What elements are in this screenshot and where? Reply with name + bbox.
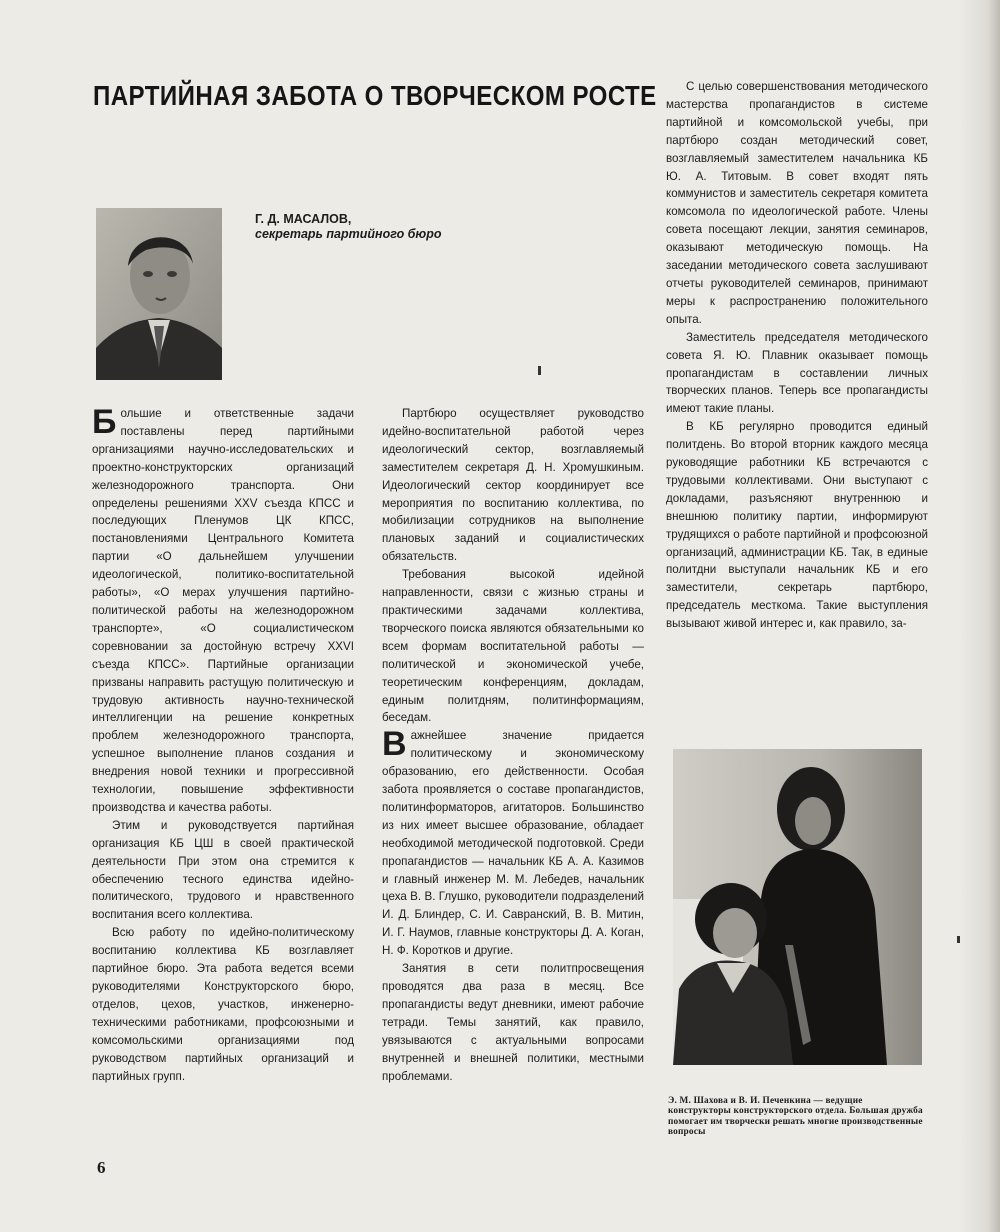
- page-number: 6: [97, 1158, 106, 1177]
- print-mark: [538, 366, 541, 375]
- paragraph-text: ажнейшее значение придается политическому и экономическому образованию, его действенности. Особая забота проявляется о составе пропагандистов, политинформаторов, агитаторов. Большинство из них имеет высшее образование, обладает необходимой методической подготовкой. Среди пропагандистов — начальник КБ А. А. Казимов и главный инженер М. М. Лебедев, начальник цеха В. В. Глушко, руководители подразделений И. Д. Блиндер, С. И. Савранский, В. В. Митин, И. Г. Наумов, главные конструкторы Д. А. Коган, Н. Ф. Коротков и другие.: [382, 729, 644, 958]
- author-byline: [255, 212, 515, 242]
- paragraph: Всю работу по идейно-политическому воспитанию коллектива КБ возглавляет партийное бюро. Эта работа ведется всеми руководителями Конструкторского бюро, отделов, цехов, участков, инженерно-техническими работниками, профсоюзными и комсомольскими организациями под руководством партийных организаций и партийных групп.: [92, 926, 354, 1083]
- paragraph: Занятия в сети политпросвещения проводятся два раза в месяц. Все пропагандисты ведут дневники, имеют рабочие тетради. Темы занятий, как правило, увязываются с актуальными вопросами внутренней и внешней политики, местными проблемами.: [382, 962, 644, 1083]
- paragraph: [382, 727, 644, 960]
- paragraph: Требования высокой идейной направленности, связи с жизнью страны и практическими задачами коллектива, творческого поиска являются обязательными ко всем формам воспитательной работы — политической и экономической учебе, теоретическим конференциям, докладам, единым политдням, политинформациям, беседам.: [382, 568, 644, 725]
- photo-caption: Э. М. Шахова и В. И. Печенкина — ведущие конструкторы конструкторского отдела. Большая дружба помогает им творчески решать многие производственные вопросы: [668, 1096, 923, 1137]
- text-column-1: [92, 405, 354, 1085]
- paragraph: Этим и руководствуется партийная организация КБ ЦШ в своей практической деятельности При этом она стремится к обеспечению тесного единства идейно-политического, трудового и нравственного воспитания всего коллектива.: [92, 818, 354, 922]
- engineers-photo: [673, 749, 922, 1065]
- paragraph-text: ольшие и ответственные задачи поставлены перед партийными организациями научно-исследовательских и проектно-конструкторских организаций железнодорожного транспорта. Они определены решениями XXV съезда КПСС и последующих Пленумов ЦК КПСС, постановлениями Центрального Комитета партии «О дальнейшем улучшении идеологической, политико-воспитательной работы», «О мерах улучшения партийно-политической работы на железнодорожном транспорте», «О социалистическом соревновании за достойную встречу XXVI съезда КПСС». Партийные организации призваны направить растущую политическую и трудовую активность научно-технической интеллигенции на решение конкретных проблем железнодорожного транспорта, успешное выполнение планов создания и внедрения новой техники и прогрессивной технологии, повышение эффективности производства и качества работы.: [92, 407, 354, 814]
- author-name: Г. Д. МАСАЛОВ,: [255, 212, 352, 226]
- text-column-2: [382, 405, 644, 1085]
- drop-cap: В: [382, 725, 407, 764]
- text-column-3: [666, 78, 928, 633]
- paragraph: С целью совершенствования методического мастерства пропагандистов в системе партийной и комсомольской учебы, при партбюро создан методический совет, возглавляемый заместителем начальника КБ Ю. А. Титовым. В совет входят пять коммунистов и заместитель секретаря комитета комсомола по идеологической работе. Члены совета посещают лекции, занятия семинаров, оказывают методическую помощь. На заседании методического совета заслушивают отчеты руководителей семинаров, принимают меры к распространению положительного опыта.: [666, 80, 928, 326]
- print-mark: [957, 936, 960, 943]
- author-photo: [96, 208, 222, 380]
- drop-cap: Б: [92, 403, 117, 441]
- article-title: ПАРТИЙНАЯ ЗАБОТА О ТВОРЧЕСКОМ РОСТЕ: [93, 80, 657, 111]
- page-edge-shadow: [960, 0, 1000, 1232]
- author-role: секретарь партийного бюро: [255, 227, 442, 241]
- paragraph: Заместитель председателя методического совета Я. Ю. Плавник оказывает помощь пропагандистам в составлении личных творческих планов. Теперь все пропагандисты имеют такие планы.: [666, 330, 928, 416]
- paragraph: Партбюро осуществляет руководство идейно-воспитательной работой через идеологический сектор, возглавляемый заместителем секретаря Д. Н. Хромушкиным. Идеологический сектор координирует все мероприятия по воспитанию коллектива, по мобилизации сотрудников на выполнение плановых заданий и социалистических обязательств.: [382, 407, 644, 564]
- paragraph: [92, 405, 354, 817]
- paragraph: В КБ регулярно проводится единый политдень. Во второй вторник каждого месяца руководящие работники КБ встречаются с трудовыми коллективами. Они выступают с докладами, разъясняют внутреннюю и внешнюю политику партии, информируют трудящихся о работе партийной и профсоюзной организаций, администрации КБ. Так, в единые политдни выступали начальник КБ и его заместители, секретарь партбюро, председатель месткома. Такие выступления вызывают живой интерес и, как правило, за-: [666, 420, 928, 631]
